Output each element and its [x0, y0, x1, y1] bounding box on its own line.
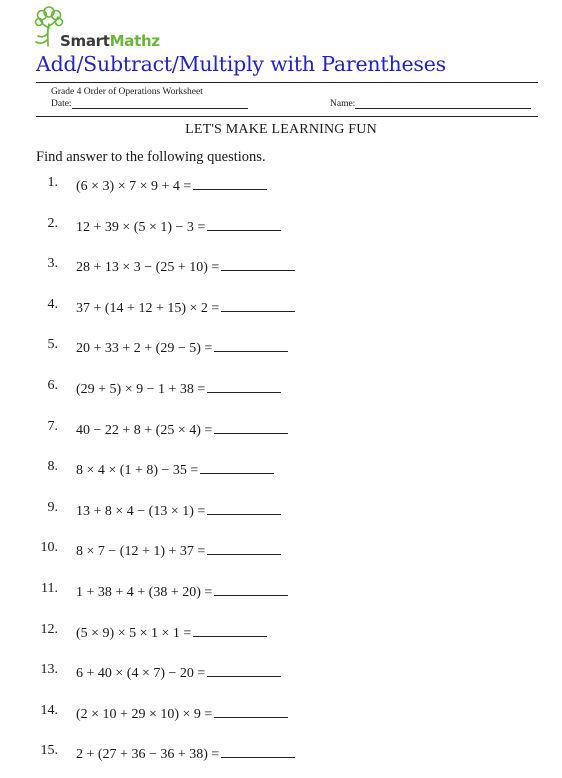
answer-blank[interactable] — [207, 540, 281, 555]
question-expression — [76, 500, 281, 520]
answer-blank[interactable] — [214, 419, 288, 434]
question-number: 10. — [40, 540, 58, 556]
question-item — [36, 297, 536, 317]
worksheet-label: Grade 4 Order of Operations Worksheet — [51, 87, 203, 97]
question-item — [36, 175, 536, 195]
question-expression-text: (5 × 9) × 5 × 1 × 1 = — [76, 625, 192, 641]
question-expression — [76, 703, 288, 723]
question-expression — [76, 743, 295, 763]
question-expression — [76, 297, 295, 317]
question-item — [36, 419, 536, 439]
question-item — [36, 378, 536, 398]
answer-blank[interactable] — [207, 662, 281, 677]
question-expression-text: 28 + 13 × 3 − (25 + 10) = — [76, 260, 220, 276]
question-item — [36, 743, 536, 763]
question-number: 15. — [40, 743, 58, 759]
answer-blank[interactable] — [221, 743, 295, 758]
smartmathz-logo — [34, 6, 174, 50]
question-number: 6. — [47, 378, 58, 393]
question-item — [36, 459, 536, 479]
question-number: 5. — [47, 337, 58, 353]
question-expression — [76, 540, 281, 560]
question-number: 1. — [47, 175, 58, 190]
question-expression-text: 40 − 22 + 8 + (25 × 4) = — [76, 422, 213, 438]
answer-blank[interactable] — [207, 378, 281, 393]
question-item — [36, 622, 536, 642]
question-expression — [76, 256, 295, 276]
question-number: 2. — [47, 215, 58, 231]
question-expression — [76, 216, 281, 236]
title-divider — [36, 82, 538, 83]
question-expression — [76, 459, 274, 479]
question-item — [36, 581, 536, 601]
answer-blank[interactable] — [200, 459, 274, 474]
question-expression-text: 13 + 8 × 4 − (13 × 1) = — [76, 503, 206, 519]
header-divider — [36, 116, 538, 117]
question-expression-text: (2 × 10 + 29 × 10) × 9 = — [76, 706, 213, 722]
question-expression — [76, 581, 288, 601]
question-item — [36, 216, 536, 236]
name-field — [330, 98, 531, 109]
question-expression-text: 6 + 40 × (4 × 7) − 20 = — [76, 666, 206, 682]
answer-blank[interactable] — [214, 703, 288, 718]
answer-blank[interactable] — [221, 297, 295, 312]
question-expression — [76, 378, 281, 398]
question-number: 14. — [40, 702, 58, 718]
question-item — [36, 337, 536, 357]
question-expression — [76, 622, 267, 642]
question-number: 12. — [40, 621, 58, 637]
question-expression — [76, 175, 267, 195]
brand-name — [60, 32, 160, 50]
brand-name-smart: Smart — [60, 32, 110, 50]
question-number: 13. — [40, 662, 58, 678]
question-expression — [76, 337, 288, 357]
question-item — [36, 500, 536, 520]
question-expression-text: 37 + (14 + 12 + 15) × 2 = — [76, 300, 220, 316]
question-expression-text: 20 + 33 + 2 + (29 − 5) = — [76, 341, 213, 357]
question-number: 7. — [47, 418, 58, 434]
question-expression-text: (29 + 5) × 9 − 1 + 38 = — [76, 382, 206, 397]
brand-name-mathz: Mathz — [109, 32, 160, 50]
answer-blank[interactable] — [207, 216, 281, 231]
question-expression-text: (6 × 3) × 7 × 9 + 4 = — [76, 179, 192, 194]
answer-blank[interactable] — [214, 337, 288, 352]
answer-blank[interactable] — [221, 256, 295, 271]
question-expression-text: 2 + (27 + 36 − 36 + 38) = — [76, 747, 220, 763]
name-label: Name: — [330, 99, 356, 109]
date-field — [51, 98, 248, 109]
question-expression — [76, 419, 288, 439]
question-expression-text: 1 + 38 + 4 + (38 + 20) = — [76, 585, 213, 600]
answer-blank[interactable] — [214, 581, 288, 596]
question-expression — [76, 662, 281, 682]
date-blank[interactable] — [72, 98, 248, 109]
answer-blank[interactable] — [207, 500, 281, 515]
question-number: 9. — [47, 499, 58, 515]
question-item — [36, 540, 536, 560]
answer-blank[interactable] — [193, 175, 267, 190]
question-number: 3. — [47, 256, 58, 272]
subtitle: LET'S MAKE LEARNING FUN — [185, 122, 377, 137]
question-expression-text: 8 × 7 − (12 + 1) + 37 = — [76, 544, 206, 560]
question-number: 11. — [41, 581, 58, 596]
answer-blank[interactable] — [193, 622, 267, 637]
instructions: Find answer to the following questions. — [36, 149, 266, 165]
name-blank[interactable] — [355, 98, 531, 109]
question-expression-text: 8 × 4 × (1 + 8) − 35 = — [76, 463, 199, 479]
question-expression-text: 12 + 39 × (5 × 1) − 3 = — [76, 219, 206, 235]
question-item — [36, 703, 536, 723]
date-label: Date: — [51, 99, 72, 109]
question-number: 4. — [47, 296, 58, 312]
question-number: 8. — [47, 459, 58, 475]
question-item — [36, 662, 536, 682]
question-item — [36, 256, 536, 276]
worksheet-title: Add/Subtract/Multiply with Parentheses — [36, 52, 446, 76]
